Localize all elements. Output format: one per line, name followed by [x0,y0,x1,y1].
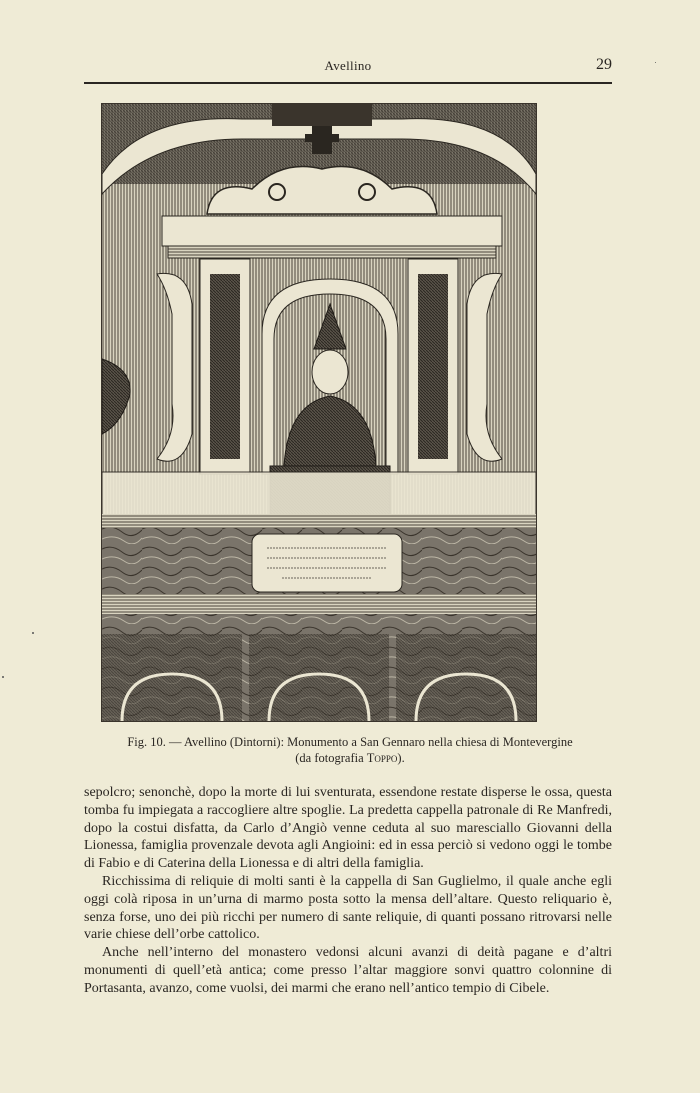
header-rule [84,82,612,84]
paper-speck [32,632,34,634]
running-header [84,56,612,78]
caption-suffix: ). [397,751,405,765]
body-text [84,784,612,998]
header-title: Avellino [324,58,372,73]
monument-engraving [102,104,536,721]
caption-line-1: Fig. 10. — Avellino (Dintorni): Monumento a San Gennaro nella chiesa di Montevergine [127,735,573,749]
paragraph-1: sepolcro; senonchè, dopo la morte di lui sventurata, essendone restate disperse le ossa, questa tomba fu impiegata a raccogliere altre spoglie. La predetta cappella patronale di Re Manfredi, dopo la costui disfatta, da Carlo d’Angiò venne ceduta al suo maresciallo Giovanni della Lionessa, famiglia provenzale devota agli Angioini: ed in essa perciò si vedono oggi le tombe di Fabio e di Caterina della Lionessa e di altri della famiglia. [84,785,612,872]
caption-prefix: (da fotografia [295,751,367,765]
page-number: 29 [596,56,612,73]
caption-line-2 [40,750,660,766]
paragraph-3: Anche nell’interno del monastero vedonsi alcuni avanzi di deità pagane e d’altri monumenti di quell’età antica; come presso l’altar maggiore sonvi quattro colonnine di Portasanta, avanzo, come vuolsi, dei marmi che erano nell’antico tempio di Cibele. [84,945,612,996]
figure-caption [40,734,660,766]
paper-speck [2,676,4,678]
caption-photographer: Toppo [366,751,398,765]
paragraph-2: Ricchissima di reliquie di molti santi è la cappella di San Guglielmo, il quale anche egli oggi colà riposa in un’urna di marmo posta sotto la mensa dell’altare. Questo reliquario è, senza forse, uno dei più ricchi per numero di sante reliquie, di quanti possano ritrovarsi nelle varie chiese dell’orbe cattolico. [84,873,612,943]
paper-speck [655,62,656,63]
engraving-figure [101,103,537,722]
